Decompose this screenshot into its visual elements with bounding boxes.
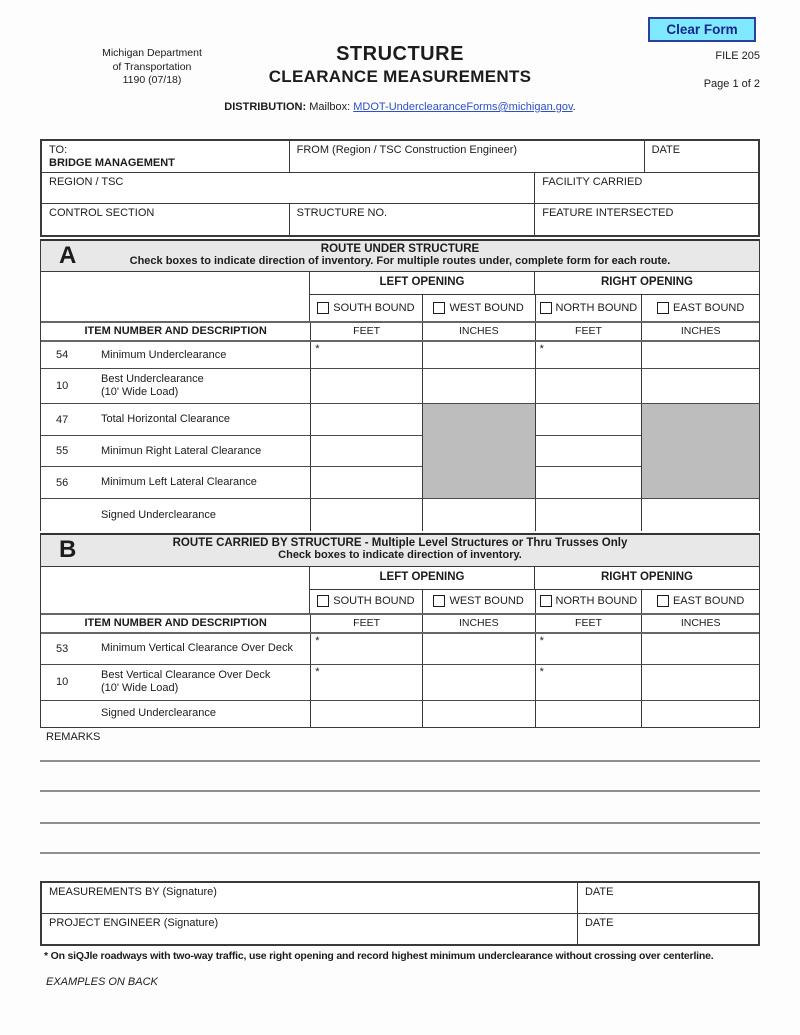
clear-form-button[interactable]: Clear Form [648, 17, 756, 42]
section-a-subtitle: Check boxes to indicate direction of inventory. For multiple routes under, complete form for each route. [129, 255, 671, 267]
feature-intersected-label: FEATURE INTERSECTED [542, 207, 674, 219]
info-table [40, 139, 760, 237]
a-row-47-label [41, 404, 310, 436]
a-south-bound-label: SOUTH BOUND [333, 302, 415, 314]
a-row-signed-left-feet-field[interactable] [310, 499, 422, 531]
distribution-period: . [572, 101, 576, 113]
item-number: 10 [56, 676, 69, 688]
table-row [41, 404, 759, 436]
a-row-55-left-feet-field[interactable] [310, 436, 422, 467]
a-row-10-left-feet-field[interactable] [310, 369, 422, 404]
project-engineer-date-label: DATE [584, 917, 614, 929]
a-row-47-left-feet-field[interactable] [310, 404, 422, 436]
b-row-53-left-feet-field[interactable]: * [310, 634, 422, 665]
project-engineer-label: PROJECT ENGINEER (Signature) [49, 917, 219, 929]
b-left-inches-header: INCHES [422, 615, 535, 632]
distribution-line [0, 101, 800, 113]
a-row-signed-left-inches-field[interactable] [422, 499, 535, 531]
agency-line-1: Michigan Department [102, 47, 202, 59]
item-description-line2: (10' Wide Load) [101, 682, 179, 694]
a-west-bound-label: WEST BOUND [449, 302, 524, 314]
form-title-line2: CLEARANCE MEASUREMENTS [268, 67, 532, 86]
facility-carried-field[interactable] [534, 173, 758, 203]
item-description: Minimum Underclearance [101, 348, 227, 361]
a-east-bound-checkbox[interactable] [657, 302, 669, 314]
b-west-bound-checkbox[interactable] [433, 595, 445, 607]
b-north-bound-label: NORTH BOUND [555, 595, 638, 607]
b-row-10-label [41, 665, 310, 701]
structure-no-label: STRUCTURE NO. [296, 207, 388, 219]
control-section-label: CONTROL SECTION [49, 207, 155, 219]
b-row-53-right-feet-field[interactable]: * [535, 634, 642, 665]
table-row [41, 342, 759, 369]
from-field[interactable] [289, 141, 644, 172]
a-row-56-label [41, 467, 310, 499]
a-right-inches-header: INCHES [641, 323, 759, 340]
a-row-47-right-feet-field[interactable] [535, 404, 642, 436]
section-b [40, 533, 760, 728]
table-row [41, 665, 759, 701]
section-a-header [41, 241, 759, 272]
a-row-54-right-inches-field[interactable] [641, 342, 759, 369]
footnote: * On siQJle roadways with two-way traffic, use right opening and record highest minimum underclearance without crossing over centerline. [44, 950, 714, 962]
a-west-bound-checkbox[interactable] [433, 302, 445, 314]
b-east-bound-label: EAST BOUND [672, 595, 745, 607]
b-left-opening-header: LEFT OPENING [379, 570, 465, 583]
measurements-by-label: MEASUREMENTS BY (Signature) [49, 886, 217, 898]
b-row-signed-right-feet-field[interactable] [535, 701, 642, 728]
b-right-feet-header: FEET [535, 615, 642, 632]
table-row [41, 701, 759, 728]
item-description: Total Horizontal Clearance [101, 413, 231, 425]
region-tsc-label: REGION / TSC [49, 176, 124, 188]
a-right-feet-header: FEET [535, 323, 642, 340]
region-tsc-field[interactable] [42, 173, 534, 203]
project-engineer-signature-field[interactable] [42, 914, 577, 944]
a-east-bound-option[interactable] [641, 295, 759, 321]
a-left-opening-header: LEFT OPENING [379, 276, 465, 288]
section-letter-b: B [59, 535, 77, 563]
signature-table [40, 881, 760, 946]
a-north-bound-checkbox[interactable] [540, 302, 552, 314]
b-row-signed-left-feet-field[interactable] [310, 701, 422, 728]
b-row-10-left-feet-field[interactable]: * [310, 665, 422, 701]
a-row-54-right-feet-field[interactable]: * [535, 342, 642, 369]
a-row-56-left-inches-blocked [422, 467, 535, 499]
item-description: Minimum Vertical Clearance Over Deck [101, 642, 293, 654]
b-row-signed-right-inches-field[interactable] [641, 701, 759, 728]
b-south-bound-checkbox[interactable] [317, 595, 329, 607]
item-description: Minimum Left Lateral Clearance [101, 476, 257, 488]
a-east-bound-label: EAST BOUND [672, 302, 745, 314]
b-south-bound-option[interactable] [310, 590, 422, 613]
a-row-10-right-inches-field[interactable] [641, 369, 759, 404]
table-row [41, 467, 759, 499]
b-east-bound-checkbox[interactable] [657, 595, 669, 607]
project-engineer-date-field[interactable] [577, 914, 758, 944]
item-number: 56 [56, 476, 69, 489]
a-row-56-right-inches-blocked [641, 467, 759, 499]
examples-on-back-note: EXAMPLES ON BACK [46, 976, 158, 988]
item-number: 55 [56, 445, 69, 457]
file-number: FILE 205 [715, 50, 760, 62]
mailbox-label: Mailbox: [309, 101, 351, 113]
remarks-rule-line [40, 822, 760, 824]
facility-carried-label: FACILITY CARRIED [542, 176, 643, 188]
distribution-label: DISTRIBUTION: [224, 101, 307, 113]
b-row-53-label [41, 634, 310, 665]
a-row-10-left-inches-field[interactable] [422, 369, 535, 404]
b-open-spacer [41, 567, 309, 613]
form-number: 1190 (07/18) [122, 74, 182, 86]
b-row-10-right-inches-field[interactable] [641, 665, 759, 701]
a-row-47-left-inches-blocked [422, 404, 535, 436]
a-left-inches-header: INCHES [422, 323, 535, 340]
a-row-signed-right-feet-field[interactable] [535, 499, 642, 531]
a-row-signed-right-inches-field[interactable] [641, 499, 759, 531]
b-west-bound-label: WEST BOUND [449, 595, 524, 607]
measurements-date-field[interactable] [577, 883, 758, 913]
table-row [41, 634, 759, 665]
b-north-bound-checkbox[interactable] [540, 595, 552, 607]
a-row-54-label [41, 342, 310, 369]
remarks-area[interactable] [40, 746, 760, 880]
structure-no-field[interactable] [289, 204, 535, 235]
form-title-line1: STRUCTURE [336, 43, 464, 65]
mailbox-link[interactable]: MDOT-UnderclearanceForms@michigan.gov [353, 101, 573, 113]
section-b-header [41, 535, 759, 567]
to-value: BRIDGE MANAGEMENT [49, 157, 175, 169]
item-number: 10 [56, 380, 69, 392]
a-row-10-right-feet-field[interactable] [535, 369, 642, 404]
a-row-55-label [41, 436, 310, 467]
a-south-bound-option[interactable] [310, 295, 422, 321]
item-description: Signed Underclearance [101, 707, 216, 719]
b-item-header: ITEM NUMBER AND DESCRIPTION [84, 616, 267, 629]
section-b-subtitle: Check boxes to indicate direction of inventory. [278, 548, 522, 561]
a-west-bound-option[interactable] [422, 295, 535, 321]
date-field[interactable] [644, 141, 758, 172]
item-description: Signed Underclearance [101, 508, 216, 521]
a-row-55-right-feet-field[interactable] [535, 436, 642, 467]
to-label: TO: [49, 144, 68, 156]
item-description: Best Vertical Clearance Over Deck [101, 669, 271, 681]
a-row-10-label [41, 369, 310, 404]
b-row-10-right-feet-field[interactable]: * [535, 665, 642, 701]
remarks-label: REMARKS [46, 731, 101, 743]
date-label: DATE [651, 144, 681, 156]
a-north-bound-label: NORTH BOUND [555, 302, 638, 314]
item-description: Best Underclearance [101, 373, 204, 385]
a-left-feet-header: FEET [310, 323, 422, 340]
item-number: 53 [56, 642, 69, 655]
b-row-signed-left-inches-field[interactable] [422, 701, 535, 728]
agency-line-2: of Transportation [112, 60, 192, 73]
table-row [41, 499, 759, 531]
a-row-56-right-feet-field[interactable] [535, 467, 642, 499]
remarks-rule-line [40, 790, 760, 792]
a-row-55-left-inches-blocked [422, 436, 535, 467]
a-north-bound-option[interactable] [535, 295, 642, 321]
control-section-field[interactable] [42, 204, 289, 235]
measurements-date-label: DATE [584, 886, 614, 898]
table-row [41, 369, 759, 404]
b-right-inches-header: INCHES [641, 615, 759, 632]
a-right-opening-header: RIGHT OPENING [534, 272, 759, 294]
b-east-bound-option[interactable] [641, 590, 759, 613]
b-left-feet-header: FEET [310, 615, 422, 632]
from-label: FROM (Region / TSC Construction Engineer) [296, 144, 518, 156]
item-description-line2: (10' Wide Load) [101, 386, 179, 398]
measurements-by-signature-field[interactable] [42, 883, 577, 913]
section-a [40, 239, 760, 531]
b-row-53-left-inches-field[interactable] [422, 634, 535, 665]
a-row-56-left-feet-field[interactable] [310, 467, 422, 499]
item-number: 54 [56, 349, 69, 361]
a-row-signed-label [41, 499, 310, 531]
a-row-54-left-feet-field[interactable]: * [310, 342, 422, 369]
remarks-rule-line [40, 760, 760, 762]
to-cell [42, 141, 289, 172]
a-item-header: ITEM NUMBER AND DESCRIPTION [84, 325, 267, 337]
b-south-bound-label: SOUTH BOUND [333, 595, 415, 607]
table-row [41, 436, 759, 467]
page-number: Page 1 of 2 [703, 78, 760, 90]
item-description: Minimun Right Lateral Clearance [101, 444, 262, 457]
b-right-opening-header: RIGHT OPENING [534, 567, 759, 589]
section-a-title: ROUTE UNDER STRUCTURE [320, 243, 480, 255]
b-row-10-left-inches-field[interactable] [422, 665, 535, 701]
b-row-signed-label [41, 701, 310, 728]
a-south-bound-checkbox[interactable] [317, 302, 329, 314]
b-north-bound-option[interactable] [535, 590, 642, 613]
item-number: 47 [56, 413, 69, 426]
remarks-rule-line [40, 852, 760, 854]
a-open-spacer [41, 272, 309, 321]
a-row-54-left-inches-field[interactable] [422, 342, 535, 369]
feature-intersected-field[interactable] [534, 204, 758, 235]
b-west-bound-option[interactable] [422, 590, 535, 613]
section-b-title: ROUTE CARRIED BY STRUCTURE - Multiple Level Structures or Thru Trusses Only [172, 536, 628, 549]
section-letter-a: A [59, 242, 77, 269]
a-row-47-right-inches-blocked [641, 404, 759, 436]
a-row-55-right-inches-blocked [641, 436, 759, 467]
b-row-53-right-inches-field[interactable] [641, 634, 759, 665]
